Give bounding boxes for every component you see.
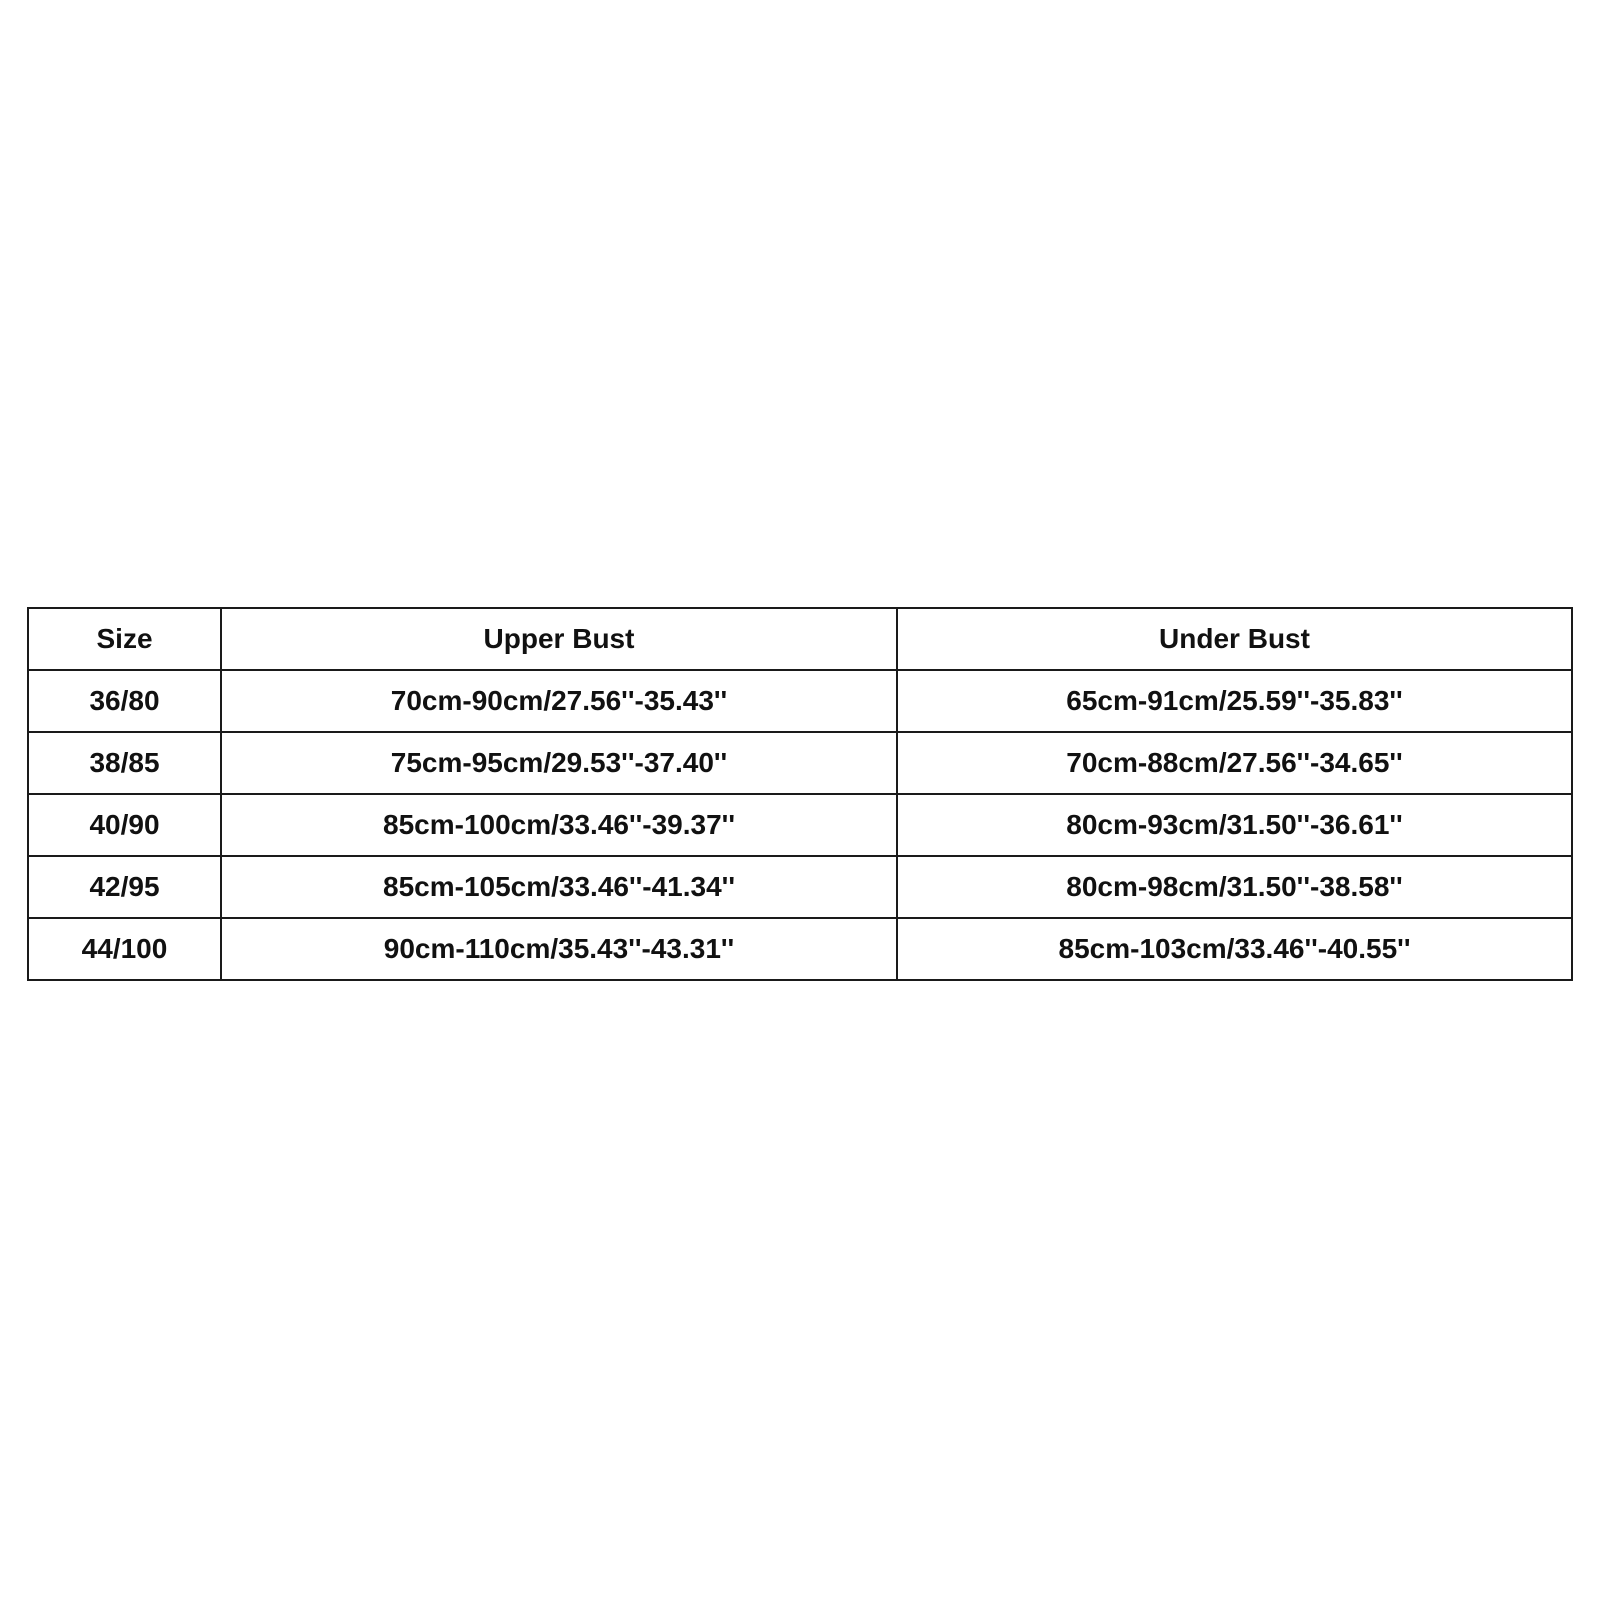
cell-under-bust: 85cm-103cm/33.46''-40.55'' bbox=[897, 918, 1572, 980]
cell-upper-bust: 85cm-105cm/33.46''-41.34'' bbox=[221, 856, 897, 918]
cell-under-bust: 70cm-88cm/27.56''-34.65'' bbox=[897, 732, 1572, 794]
table-row bbox=[28, 670, 1572, 732]
cell-upper-bust: 70cm-90cm/27.56''-35.43'' bbox=[221, 670, 897, 732]
table-row bbox=[28, 918, 1572, 980]
table-row bbox=[28, 856, 1572, 918]
cell-upper-bust: 75cm-95cm/29.53''-37.40'' bbox=[221, 732, 897, 794]
cell-size: 40/90 bbox=[28, 794, 221, 856]
header-upper-bust: Upper Bust bbox=[221, 608, 897, 670]
cell-size: 42/95 bbox=[28, 856, 221, 918]
cell-upper-bust: 85cm-100cm/33.46''-39.37'' bbox=[221, 794, 897, 856]
header-size: Size bbox=[28, 608, 221, 670]
cell-under-bust: 80cm-93cm/31.50''-36.61'' bbox=[897, 794, 1572, 856]
cell-upper-bust: 90cm-110cm/35.43''-43.31'' bbox=[221, 918, 897, 980]
table-row bbox=[28, 794, 1572, 856]
cell-under-bust: 65cm-91cm/25.59''-35.83'' bbox=[897, 670, 1572, 732]
cell-under-bust: 80cm-98cm/31.50''-38.58'' bbox=[897, 856, 1572, 918]
table-header-row bbox=[28, 608, 1572, 670]
size-chart-table bbox=[27, 607, 1573, 981]
table-row bbox=[28, 732, 1572, 794]
header-under-bust: Under Bust bbox=[897, 608, 1572, 670]
cell-size: 36/80 bbox=[28, 670, 221, 732]
cell-size: 44/100 bbox=[28, 918, 221, 980]
cell-size: 38/85 bbox=[28, 732, 221, 794]
